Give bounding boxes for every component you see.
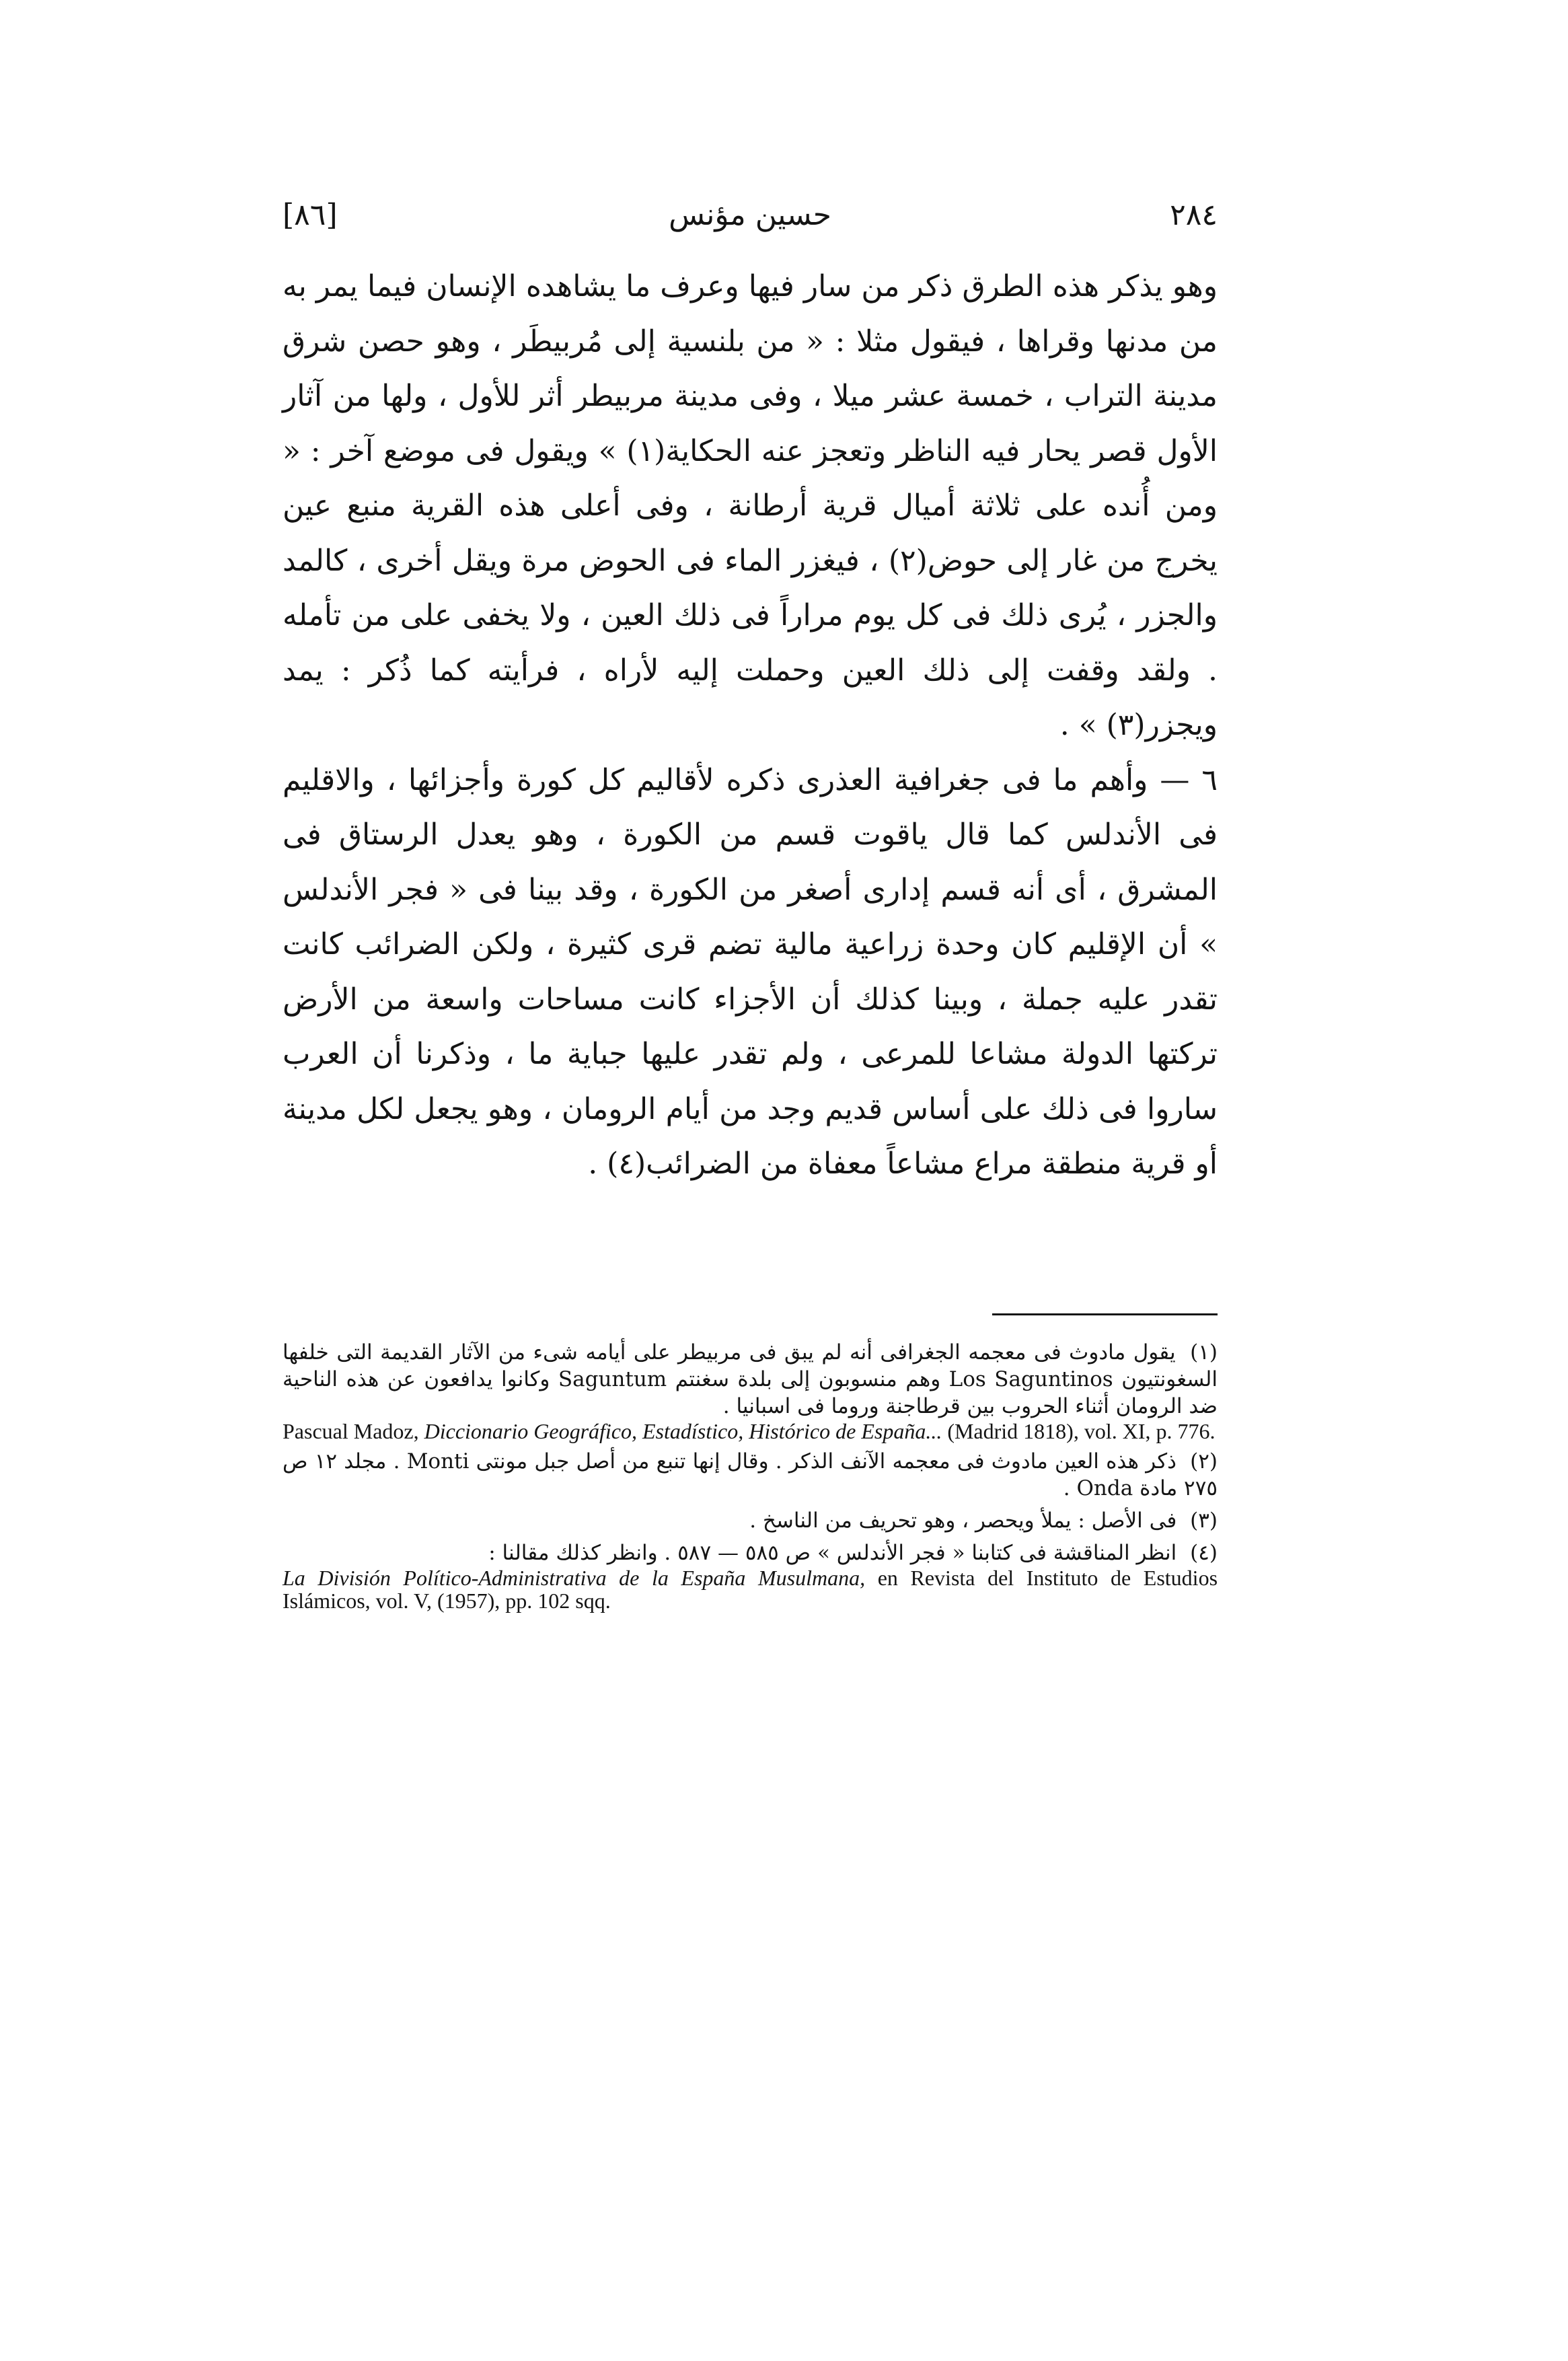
footnote-divider	[992, 1313, 1218, 1315]
footnote-1-title: Diccionario Geográfico, Estadístico, Histórico de España...	[424, 1419, 942, 1443]
main-text	[283, 259, 1218, 1192]
footnotes	[283, 1339, 1218, 1618]
footnote-1	[283, 1339, 1218, 1420]
footnote-3-number: (٣)	[1190, 1509, 1218, 1533]
footnote-1-text: يقول مادوث فى معجمه الجغرافى أنه لم يبق فى مربيطر على أيامه شىء من الآثار القديمة التى خلفها السغونتيون Los Saguntinos وهم منسوبون إلى بلدة سغنتم Saguntum وكانوا يدافعون عن هذه الناحية ضد الرومان أثناء الحروب بين قرطاجنة وروما فى اسبانيا .	[283, 1340, 1218, 1418]
footnote-2	[283, 1448, 1218, 1502]
footnote-1-author: Pascual Madoz,	[283, 1419, 419, 1443]
footnote-3	[283, 1507, 1218, 1534]
footnote-1-details: (Madrid 1818), vol. XI, p. 776.	[947, 1419, 1216, 1443]
paragraph-2: ٦ — وأهم ما فى جغرافية العذرى ذكره لأقاليم كل كورة وأجزائها ، والاقليم فى الأندلس كما قال ياقوت قسم من الكورة ، وهو يعدل الرستاق فى المشرق ، أى أنه قسم إدارى أصغر من الكورة ، وقد بينا فى « فجر الأندلس » أن الإقليم كان وحدة زراعية مالية تضم قرى كثيرة ، ولكن الضرائب كانت تقدر عليه جملة ، وبينا كذلك أن الأجزاء كانت مساحات واسعة من الأرض تركتها الدولة مشاعا للمرعى ، ولم تقدر عليها جباية ما ، وذكرنا أن العرب ساروا فى ذلك على أساس قديم وجد من أيام الرومان ، وهو يجعل لكل مدينة أو قرية منطقة مراع مشاعاً معفاة من الضرائب(٤) .	[283, 762, 1218, 1181]
footnote-3-text: فى الأصل : يملأ ويحصر ، وهو تحريف من الناسخ .	[749, 1509, 1177, 1533]
footnote-2-number: (٢)	[1190, 1449, 1218, 1474]
page-header	[283, 192, 1218, 239]
page-number-bracketed: [٨٦]	[283, 198, 338, 232]
footnote-1-citation	[283, 1420, 1218, 1443]
paragraph-1: وهو يذكر هذه الطرق ذكر من سار فيها وعرف ما يشاهده الإنسان فيما يمر به من مدنها وقراها ، فيقول مثلا : « من بلنسية إلى مُربيطَر ، وهو حصن شرق مدينة التراب ، خمسة عشر ميلا ، وفى مدينة مربيطر أثر للأول ، ولها من آثار الأول قصر يحار فيه الناظر وتعجز عنه الحكاية(١) » ويقول فى موضع آخر : « ومن أُنده على ثلاثة أميال قرية أرطانة ، وفى أعلى هذه القرية منبع عين يخرج من غار إلى حوض(٢) ، فيغزر الماء فى الحوض مرة ويقل أخرى ، كالمد والجزر ، يُرى ذلك فى كل يوم مراراً فى ذلك العين ، ولا يخفى على من تأمله . ولقد وقفت إلى ذلك العين وحملت إليه لأراه ، فرأيته كما ذُكر : يمد ويجزر(٣) » .	[283, 269, 1218, 742]
footnote-2-text: ذكر هذه العين مادوث فى معجمه الآنف الذكر . وقال إنها تنبع من أصل جبل مونتى Monti . مجلد ١٢ ص ٢٧٥ مادة Onda .	[283, 1449, 1218, 1500]
footnote-4-citation	[283, 1566, 1218, 1612]
footnote-4-text: انظر المناقشة فى كتابنا « فجر الأندلس » ص ٥٨٥ — ٥٨٧ . وانظر كذلك مقالنا :	[488, 1541, 1177, 1565]
footnote-4-details: en Revista del Instituto de Estudios Islámicos, vol. V, (1957), pp. 102 sqq.	[283, 1566, 1218, 1613]
footnote-4-number: (٤)	[1190, 1541, 1218, 1565]
page-number: ٢٨٤	[1170, 198, 1218, 232]
footnote-4	[283, 1539, 1218, 1566]
footnote-1-number: (١)	[1190, 1340, 1218, 1365]
footnote-4-title: La División Político-Administrativa de la España Musulmana,	[283, 1566, 866, 1590]
running-head-author: حسين مؤنس	[669, 198, 831, 232]
